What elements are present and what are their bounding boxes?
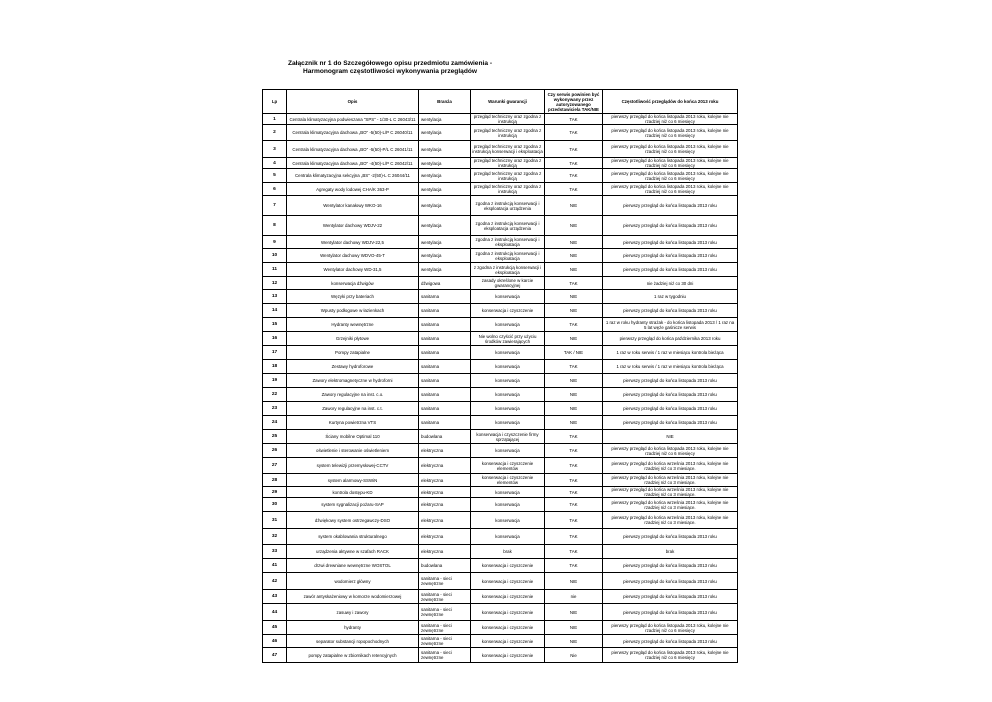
schedule-table [262,89,738,663]
table-row [263,125,738,141]
table-row [263,430,738,444]
row-branza: wentylacja [419,196,471,216]
row-serwis: TAK [545,277,603,290]
row-lp: 23 [263,402,287,416]
row-warunki: zgodna z instrukcją konserwacji i eksploatacja [471,249,545,263]
row-warunki: z zgodna z instrukcją konserwacji i eksploatacja [471,263,545,277]
row-serwis: NIE [545,216,603,236]
row-branza: sanitarna - sieci zewnętrzne [419,590,471,604]
row-branza: wentylacja [419,114,471,125]
table-row [263,487,738,498]
row-serwis: NIE [545,304,603,318]
row-warunki: konserwacja [471,487,545,498]
row-branza: elektryczna [419,498,471,512]
table-row [263,141,738,158]
row-lp: 22 [263,388,287,402]
row-czestotliwosc: 1 raz w roku serwis / 1 raz w miesiącu kontrola bieżąca [603,346,738,360]
row-serwis: TAK [545,545,603,559]
row-lp: 25 [263,430,287,444]
row-opis: separator substancji ropopochodnych [287,635,419,648]
row-serwis: TAK [545,487,603,498]
table-row [263,573,738,590]
row-serwis: TAK [545,169,603,183]
row-czestotliwosc: pierwszy przegląd do końca listopada 2013 roku [603,635,738,648]
row-serwis: Nie [545,648,603,663]
row-lp: 30 [263,498,287,512]
table-row [263,416,738,430]
row-opis: Pompy zatapialne [287,346,419,360]
row-lp: 44 [263,604,287,621]
row-serwis: TAK [545,498,603,512]
row-serwis: TAK [545,114,603,125]
row-lp: 14 [263,304,287,318]
row-branza: sanitarna - sieci zewnętrzne [419,635,471,648]
table-body [263,114,738,663]
row-serwis: TAK [545,512,603,529]
row-lp: 32 [263,529,287,545]
row-serwis: nie [545,590,603,604]
table-row [263,474,738,487]
row-serwis: NIE [545,416,603,430]
row-lp: 17 [263,346,287,360]
row-serwis: NIE [545,374,603,388]
row-opis: Wentylator dachowy WDJV-22,5 [287,236,419,249]
row-lp: 6 [263,183,287,196]
row-opis: pompy zatapialne w zbiornikach retencyjnych [287,648,419,663]
row-lp: 47 [263,648,287,663]
row-opis: wodomierz główny [287,573,419,590]
row-warunki: konserwacja i czyszczenie elementów [471,474,545,487]
row-opis: Agregaty wody lodowej CHA/K 363-P [287,183,419,196]
row-branza: wentylacja [419,249,471,263]
row-warunki: zasady określone w karcie gwarancyjnej [471,277,545,290]
row-opis: zasuwy i zawory [287,604,419,621]
row-czestotliwosc: pierwszy przegląd do końca listopada 2013 roku, kolejne nie rzadziej niż co 6 miesięcy [603,158,738,169]
row-warunki: konserwacja i czyszczenie [471,590,545,604]
row-serwis: TAK [545,360,603,374]
table-row [263,169,738,183]
row-warunki: przegląd techniczny oraz zgodna z instrukcją [471,169,545,183]
header-lp: Lp [263,90,287,114]
row-serwis: NIE [545,196,603,216]
row-lp: 24 [263,416,287,430]
table-row [263,374,738,388]
row-opis: system telewizji przemysłowej-CCTV [287,458,419,474]
row-branza: wentylacja [419,263,471,277]
row-opis: system alarmowy-SSWiN [287,474,419,487]
row-serwis: TAK [545,125,603,141]
document-title-line2: Harmonogram częstotliwości wykonywania przeglądów [302,68,478,75]
row-czestotliwosc: pierwszy przegląd do końca listopada 2013 roku [603,263,738,277]
row-warunki: konserwacja [471,512,545,529]
table-row [263,529,738,545]
row-warunki: konserwacja i czyszczenie firmy sprzątającej [471,430,545,444]
row-lp: 33 [263,545,287,559]
row-warunki: konserwacja [471,529,545,545]
table-row [263,444,738,458]
table-row [263,216,738,236]
row-opis: Węzyki przy bateriach [287,290,419,304]
row-branza: sanitarna - sieci zewnętrzne [419,648,471,663]
row-opis: Centrala klimatyzacyjna podwieszana "SPS" - 1/30-L C 26043/11 [287,114,419,125]
row-opis: zawór antyskażeniowy w komorze wodomierzowej [287,590,419,604]
row-warunki: konserwacja [471,318,545,332]
row-branza: wentylacja [419,183,471,196]
row-branza: sanitarna [419,374,471,388]
row-branza: sanitarna [419,290,471,304]
row-czestotliwosc: 1 raz w roku hydranty strażak - do końca listopada 2013 / 1 raz na 5 lat węże gaśnicze serwis [603,318,738,332]
row-warunki: konserwacja [471,444,545,458]
row-opis: Ściany mobilne Optimal 110 [287,430,419,444]
row-serwis: TAK [545,318,603,332]
row-branza: sanitarna [419,416,471,430]
row-serwis: NIE [545,635,603,648]
row-opis: Kurtyna powietrzna VTS [287,416,419,430]
header-row [263,90,738,114]
row-lp: 41 [263,559,287,573]
table-row [263,559,738,573]
row-warunki: przegląd techniczny oraz zgodna z instrukcją [471,158,545,169]
row-serwis: NIE [545,573,603,590]
table-row [263,458,738,474]
row-warunki: konserwacja i czyszczenie [471,635,545,648]
row-czestotliwosc: pierwszy przegląd do końca listopada 2013 roku [603,573,738,590]
row-serwis: TAK [545,458,603,474]
row-czestotliwosc: 1 raz w roku serwis / 1 raz w miesiącu kontrola bieżąca [603,360,738,374]
row-lp: 9 [263,236,287,249]
row-lp: 13 [263,290,287,304]
row-warunki: brak [471,545,545,559]
row-branza: elektryczna [419,444,471,458]
table-row [263,263,738,277]
row-serwis: NIE [545,604,603,621]
row-branza: elektryczna [419,545,471,559]
row-serwis: TAK [545,529,603,545]
row-czestotliwosc: pierwszy przegląd do końca listopada 2013 roku [603,236,738,249]
row-warunki: konserwacja i czyszczenie elementów [471,458,545,474]
row-branza: sanitarna [419,346,471,360]
row-branza: sanitarna [419,388,471,402]
row-lp: 16 [263,332,287,346]
row-opis: system okablowania strukturalnego [287,529,419,545]
row-czestotliwosc: pierwszy przegląd do końca września 2013 roku, kolejne nie rzadziej niż co 3 miesiące. [603,487,738,498]
row-branza: budowlana [419,430,471,444]
row-czestotliwosc: pierwszy przegląd do końca listopada 2013 roku, kolejne nie rzadziej niż co 6 miesięcy [603,183,738,196]
table-row [263,196,738,216]
table-row [263,249,738,263]
row-czestotliwosc: pierwszy przegląd do końca września 2013 roku, kolejne nie rzadziej niż co 3 miesiące. [603,474,738,487]
row-branza: wentylacja [419,236,471,249]
table-row [263,545,738,559]
row-czestotliwosc: pierwszy przegląd do końca września 2013 roku, kolejne nie rzadziej niż co 3 miesiące. [603,458,738,474]
row-warunki: konserwacja [471,388,545,402]
row-serwis: TAK [545,430,603,444]
row-branza: elektryczna [419,474,471,487]
row-serwis: NIE [545,290,603,304]
row-lp: 26 [263,444,287,458]
row-opis: urządzenia aktywne w szafach RACK [287,545,419,559]
row-czestotliwosc: pierwszy przegląd do końca września 2013 roku, kolejne nie rzadziej niż co 3 miesiące. [603,498,738,512]
row-warunki: przegląd techniczny oraz zgodna z instrukcją [471,114,545,125]
row-opis: Centrala klimatyzacyjna dachowa „BO" -5(50)-P/L C 26041/11 [287,141,419,158]
row-branza: sanitarna [419,304,471,318]
row-warunki: konserwacja i czyszczenie [471,648,545,663]
row-opis: hydranty [287,621,419,635]
table-row [263,290,738,304]
row-branza: sanitarna [419,332,471,346]
row-czestotliwosc: pierwszy przegląd do końca listopada 2013 roku [603,216,738,236]
header-branza: Branża [419,90,471,114]
row-warunki: konserwacja [471,374,545,388]
header-serwis: Czy serwis powinien być wykonywany przez autoryzowanego przedstawiciela TAK/NIE [545,90,603,114]
row-czestotliwosc: pierwszy przegląd do końca listopada 2013 roku [603,402,738,416]
row-branza: sanitarna - sieci zewnętrzne [419,573,471,590]
row-branza: wentylacja [419,158,471,169]
row-lp: 19 [263,374,287,388]
row-opis: kontrola dostępu-KD [287,487,419,498]
row-warunki: przegląd techniczny oraz zgodna z instrukcją [471,183,545,196]
row-czestotliwosc: nie żadziej niż co 30 dni [603,277,738,290]
table-row [263,158,738,169]
row-czestotliwosc: pierwszy przegląd do końca listopada 2013 roku [603,416,738,430]
row-warunki: konserwacja i czyszczenie [471,304,545,318]
row-branza: sanitarna [419,360,471,374]
table-row [263,114,738,125]
row-warunki: konserwacja [471,498,545,512]
row-opis: Centrala klimatyzacyjna dachowa „BO" -5(50)-L/P C 26040/11 [287,125,419,141]
row-czestotliwosc: pierwszy przegląd do końca listopada 2013 roku, kolejne nie rzadziej niż co 6 miesięcy [603,444,738,458]
row-serwis: TAK [545,474,603,487]
row-lp: 42 [263,573,287,590]
row-lp: 7 [263,196,287,216]
row-branza: elektryczna [419,512,471,529]
table-row [263,346,738,360]
row-opis: Centrala klimatyzacyjna dachowa „BO" -4(50)-L/P C 26042/11 [287,158,419,169]
row-czestotliwosc: pierwszy przegląd do końca listopada 2013 roku, kolejne nie rzadziej niż co 6 miesięcy [603,125,738,141]
row-warunki: konserwacja i czyszczenie [471,621,545,635]
document-title-line1: Załącznik nr 1 do Szczegółowego opisu przedmiotu zamówienia - [287,60,493,67]
row-warunki: konserwacja i czyszczenie [471,573,545,590]
row-lp: 1 [263,114,287,125]
row-opis: Wentylator dachowy WDVO-45-T [287,249,419,263]
table-row [263,388,738,402]
row-opis: Centrala klimatyzacyjna sekcyjna „BS" -2(50)-L C 26044/11 [287,169,419,183]
row-warunki: konserwacja [471,346,545,360]
table-row [263,604,738,621]
row-serwis: TAK [545,141,603,158]
row-opis: Zawory regulacyjne na inst. c.o. [287,388,419,402]
row-opis: Zestawy hydroforowe [287,360,419,374]
row-lp: 29 [263,487,287,498]
row-branza: wentylacja [419,216,471,236]
row-czestotliwosc: 1 raz w tygodniu [603,290,738,304]
row-branza: sanitarna [419,318,471,332]
row-czestotliwosc: pierwszy przegląd do końca listopada 2013 roku [603,559,738,573]
row-branza: sanitarna [419,402,471,416]
row-lp: 11 [263,263,287,277]
row-lp: 46 [263,635,287,648]
row-serwis: TAK [545,559,603,573]
table-row [263,648,738,663]
row-serwis: NIE [545,236,603,249]
row-lp: 5 [263,169,287,183]
row-warunki: Nie wolno czyścić przy użyciu środków zawierających [471,332,545,346]
row-warunki: konserwacja i czyszczenie [471,559,545,573]
row-opis: dźwiękowy system ostrzegawczy-DSO [287,512,419,529]
row-warunki: zgodna z instrukcją konserwacji i eksploatacja [471,236,545,249]
table-row [263,621,738,635]
row-czestotliwosc: pierwszy przegląd do końca listopada 2013 roku [603,604,738,621]
row-czestotliwosc: pierwszy przegląd do końca listopada 2013 roku [603,249,738,263]
table-row [263,512,738,529]
row-opis: Wentylator dachowy WD-31,5 [287,263,419,277]
row-czestotliwosc: pierwszy przegląd do końca listopada 2013 roku [603,388,738,402]
row-opis: Grzejniki płytowe [287,332,419,346]
row-serwis: NIE [545,249,603,263]
row-czestotliwosc: pierwszy przegląd do końca listopada 2013 roku [603,374,738,388]
table-row [263,332,738,346]
row-opis: drzwi drewniane wewnętrzne WOSTOL [287,559,419,573]
row-lp: 45 [263,621,287,635]
table-row [263,183,738,196]
row-serwis: NIE [545,402,603,416]
row-opis: Hydranty wewnętrzne [287,318,419,332]
row-czestotliwosc: pierwszy przegląd do końca listopada 2013 roku [603,196,738,216]
row-czestotliwosc: pierwszy przegląd do końca listopada 2013 roku, kolejne nie rzadziej niż co 6 miesięcy [603,648,738,663]
table-row [263,590,738,604]
row-czestotliwosc: pierwszy przegląd do końca listopada 2013 roku [603,304,738,318]
row-warunki: przegląd techniczny oraz zgodna z instrukcją konserwacji i eksploatacja [471,141,545,158]
row-lp: 15 [263,318,287,332]
row-czestotliwosc: pierwszy przegląd do końca listopada 2013 roku, kolejne nie rzadziej niż co 6 miesięcy [603,114,738,125]
table-row [263,635,738,648]
row-branza: dźwigowa [419,277,471,290]
row-warunki: zgodna z instrukcją konserwacji i eksploatacja urządzenia [471,196,545,216]
row-opis: Zawory elektromagnetyczne w hydroforni [287,374,419,388]
row-serwis: NIE [545,388,603,402]
row-lp: 8 [263,216,287,236]
row-warunki: konserwacja [471,402,545,416]
row-warunki: konserwacja [471,416,545,430]
row-czestotliwosc: NIE [603,430,738,444]
row-lp: 12 [263,277,287,290]
row-branza: sanitarna - sieci zewnętrzne [419,621,471,635]
row-lp: 4 [263,158,287,169]
row-warunki: konserwacja i czyszczenie [471,604,545,621]
row-lp: 2 [263,125,287,141]
row-opis: oświetlenie i sterowanie oświetleniem [287,444,419,458]
header-warunki: Warunki gwarancji [471,90,545,114]
row-branza: wentylacja [419,169,471,183]
row-serwis: NIE [545,621,603,635]
row-serwis: NIE [545,332,603,346]
table-row [263,498,738,512]
row-opis: Wpusty podłogowe w łazienkach [287,304,419,318]
row-serwis: TAK / NIE [545,346,603,360]
table-row [263,402,738,416]
row-branza: wentylacja [419,125,471,141]
row-opis: Zawory regulacyjne na inst. c.t. [287,402,419,416]
header-opis: Opis [287,90,419,114]
row-czestotliwosc: pierwszy przegląd do końca listopada 2013 roku, kolejne nie rzadziej niż co 6 miesięcy [603,169,738,183]
row-czestotliwosc: pierwszy przegląd do końca września 2013 roku, kolejne nie rzadziej niż co 3 miesiące. [603,512,738,529]
row-czestotliwosc: pierwszy przegląd do końca października 2013 roku [603,332,738,346]
row-branza: sanitarna - sieci zewnętrzne [419,604,471,621]
table-row [263,318,738,332]
row-warunki: zgodna z instrukcją konserwacji i eksploatacja urządzenia [471,216,545,236]
row-opis: Wentylator kanałowy WKO-16 [287,196,419,216]
row-lp: 3 [263,141,287,158]
table-row [263,236,738,249]
row-serwis: NIE [545,263,603,277]
row-opis: Wentylator dachowy WDJV-22 [287,216,419,236]
row-czestotliwosc: pierwszy przegląd do końca listopada 2013 roku, kolejne nie rzadziej niż co 6 miesięcy [603,141,738,158]
row-lp: 10 [263,249,287,263]
row-czestotliwosc: pierwszy przegląd do końca listopada 2013 roku [603,590,738,604]
table-row [263,304,738,318]
row-warunki: konserwacja [471,360,545,374]
row-branza: elektryczna [419,487,471,498]
header-czestotliwosc: Częstotliwość przeglądów do końca 2013 roku [603,90,738,114]
row-lp: 27 [263,458,287,474]
row-warunki: konserwacja [471,290,545,304]
row-opis: konserwacja dźwigów [287,277,419,290]
row-branza: wentylacja [419,141,471,158]
row-lp: 31 [263,512,287,529]
row-serwis: TAK [545,158,603,169]
row-czestotliwosc: pierwszy przegląd do końca listopada 2013 roku [603,529,738,545]
table-row [263,360,738,374]
row-branza: elektryczna [419,458,471,474]
row-lp: 43 [263,590,287,604]
row-lp: 18 [263,360,287,374]
row-branza: budowlana [419,559,471,573]
row-lp: 28 [263,474,287,487]
row-serwis: TAK [545,444,603,458]
row-warunki: przegląd techniczny oraz zgodna z instrukcją [471,125,545,141]
row-branza: elektryczna [419,529,471,545]
row-opis: system sygnalizacji pożaru-SAP [287,498,419,512]
row-serwis: TAK [545,183,603,196]
row-czestotliwosc: pierwszy przegląd do końca listopada 2013 roku, kolejne nie rzadziej niż co 6 miesięcy [603,621,738,635]
row-czestotliwosc: brak [603,545,738,559]
table-row [263,277,738,290]
